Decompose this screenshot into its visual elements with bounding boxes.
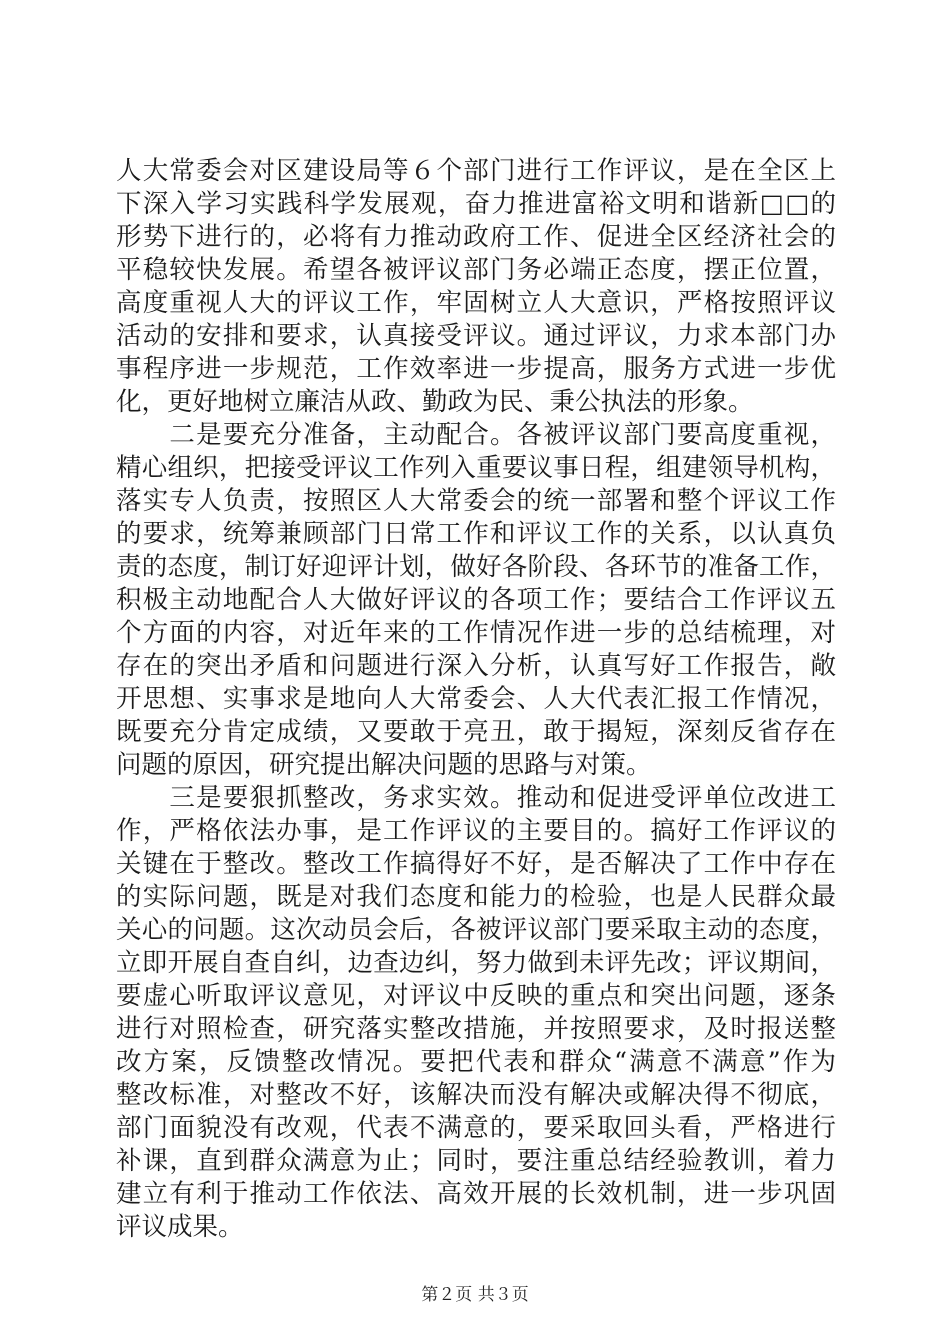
body-text [116,155,836,1244]
text-line: 形势下进行的，必将有力推动政府工作、促进全区经济社会的 [116,222,836,252]
text-line: 二是要充分准备，主动配合。各被评议部门要高度重视， [116,420,836,450]
text-line: 评议成果。 [116,1212,244,1242]
text-line: 下深入学习实践科学发展观，奋力推进富裕文明和谐新□□的 [116,189,836,219]
text-line: 积极主动地配合人大做好评议的各项工作；要结合工作评议五 [116,585,836,615]
text-line: 的要求，统筹兼顾部门日常工作和评议工作的关系，以认真负 [116,519,836,549]
text-line: 化，更好地树立廉洁从政、勤政为民、秉公执法的形象。 [116,387,754,417]
text-line: 部门面貌没有改观，代表不满意的，要采取回头看，严格进行 [116,1113,836,1143]
text-line: 活动的安排和要求，认真接受评议。通过评议，力求本部门办 [116,321,836,351]
text-line: 问题的原因，研究提出解决问题的思路与对策。 [116,750,652,780]
text-line: 补课，直到群众满意为止；同时，要注重总结经验教训，着力 [116,1146,836,1176]
text-line: 进行对照检查，研究落实整改措施，并按照要求，及时报送整 [116,1014,836,1044]
text-line: 既要充分肯定成绩，又要敢于亮丑，敢于揭短，深刻反省存在 [116,717,836,747]
text-line: 个方面的内容，对近年来的工作情况作进一步的总结梳理，对 [116,618,836,648]
text-line: 精心组织，把接受评议工作列入重要议事日程，组建领导机构， [116,453,836,483]
text-line: 高度重视人大的评议工作，牢固树立人大意识，严格按照评议 [116,288,836,318]
text-line: 整改标准，对整改不好，该解决而没有解决或解决得不彻底， [116,1080,836,1110]
text-line: 平稳较快发展。希望各被评议部门务必端正态度，摆正位置， [116,255,836,285]
text-line: 关心的问题。这次动员会后，各被评议部门要采取主动的态度， [116,915,836,945]
text-line: 立即开展自查自纠，边查边纠，努力做到未评先改；评议期间， [116,948,836,978]
text-line: 改方案，反馈整改情况。要把代表和群众“满意不满意”作为 [116,1047,836,1077]
text-line: 作，严格依法办事，是工作评议的主要目的。搞好工作评议的 [116,816,836,846]
text-line: 建立有利于推动工作依法、高效开展的长效机制，进一步巩固 [116,1179,836,1209]
text-line: 落实专人负责，按照区人大常委会的统一部署和整个评议工作 [116,486,836,516]
text-line: 要虚心听取评议意见，对评议中反映的重点和突出问题，逐条 [116,981,836,1011]
text-line: 关键在于整改。整改工作搞得好不好，是否解决了工作中存在 [116,849,836,879]
text-line: 开思想、实事求是地向人大常委会、人大代表汇报工作情况， [116,684,836,714]
text-line: 责的态度，制订好迎评计划，做好各阶段、各环节的准备工作， [116,552,836,582]
text-line: 三是要狠抓整改，务求实效。推动和促进受评单位改进工 [116,783,836,813]
text-line: 事程序进一步规范，工作效率进一步提高，服务方式进一步优 [116,354,836,384]
text-line: 人大常委会对区建设局等６个部门进行工作评议，是在全区上 [116,156,836,186]
page-number-footer: 第２页 共３页 [421,1285,529,1305]
text-line: 的实际问题，既是对我们态度和能力的检验，也是人民群众最 [116,882,836,912]
text-line: 存在的突出矛盾和问题进行深入分析，认真写好工作报告，敞 [116,651,836,681]
